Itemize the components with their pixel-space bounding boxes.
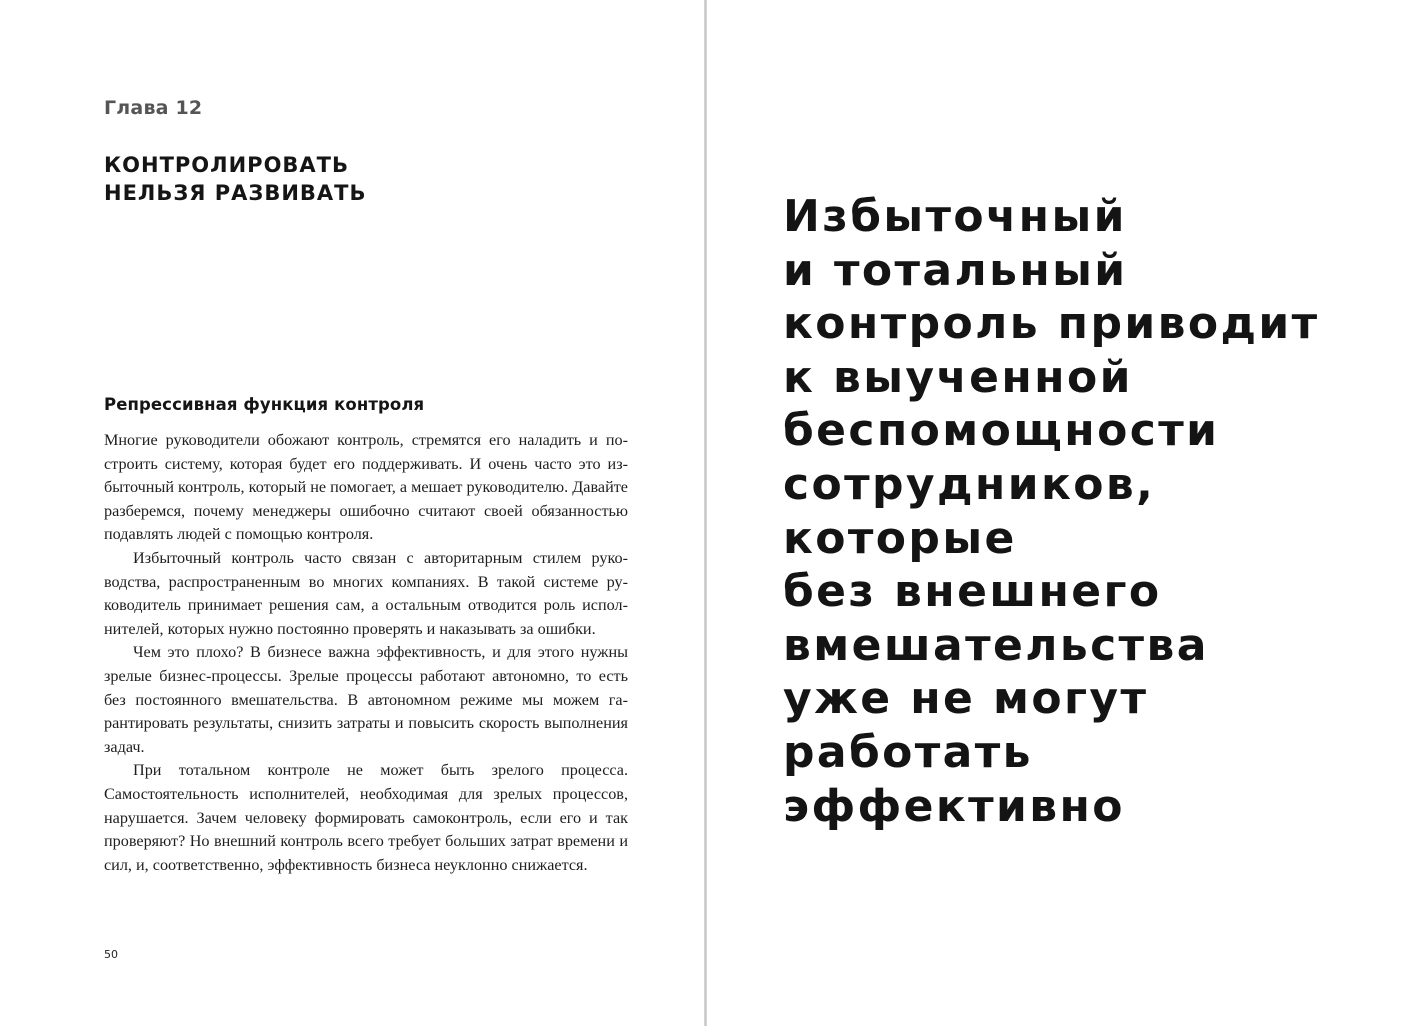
pull-quote-line: уже не могут (783, 673, 1149, 725)
section-heading: Репрессивная функция контроля (104, 395, 425, 414)
paragraph: При тотальном контроле не может быть зрелого процесса. Самостоятельность исполнителей, необходимая для зрелых процессов, нарушается. Зачем человеку формировать самоконтроль, если его и так проверяют? Но внешний контроль всего требует больших затрат времени и сил, и, соответственно, эффективность бизнеса неуклонно снижается. (104, 761, 628, 874)
chapter-title (104, 151, 367, 207)
right-page (707, 0, 1410, 1026)
pull-quote-line: эффективно (783, 780, 1125, 832)
pull-quote-line: которые (783, 512, 1017, 564)
chapter-label: Глава 12 (104, 97, 203, 119)
pull-quote (783, 190, 1320, 833)
chapter-title-line: НЕЛЬЗЯ РАЗВИВАТЬ (104, 181, 367, 205)
pull-quote-line: к выученной (783, 351, 1133, 403)
body-text (104, 429, 628, 877)
paragraph: Многие руководители обожают контроль, стремятся его наладить и построить систему, которая будет его поддерживать. И очень часто это избыточный контроль, который не помогает, а мешает руководителю. Давайте разберемся, почему менеджеры ошибочно считают своей обязанностью подавлять людей с помощью контроля. (104, 431, 628, 544)
pull-quote-line: Избыточный (783, 191, 1127, 242)
pull-quote-line: беспомощности (783, 405, 1220, 457)
page-number: 50 (104, 948, 118, 961)
paragraph: Избыточный контроль часто связан с авторитарным стилем руководства, распространенным во многих компаниях. В такой системе руководитель принимает решения сам, а остальным отводится роль исполнителей, которых нужно постоянно проверять и наказывать за ошибки. (104, 548, 628, 638)
pull-quote-line: контроль приводит (783, 298, 1320, 350)
pull-quote-line: без внешнего (783, 566, 1162, 618)
chapter-title-line: КОНТРОЛИРОВАТЬ (104, 153, 350, 177)
pull-quote-line: вмешательства (783, 619, 1209, 671)
pull-quote-line: и тотальный (783, 244, 1128, 296)
pull-quote-line: сотрудников, (783, 458, 1156, 510)
left-page (0, 0, 704, 1026)
pull-quote-line: работать (783, 726, 1033, 778)
paragraph: Чем это плохо? В бизнесе важна эффективность, и для этого нужны зрелые бизнес-процессы. Зрелые процессы работают автономно, то есть без постоянного вмешательства. В автономном режиме мы можем гарантировать результаты, снизить затраты и повысить скорость выполнения задач. (104, 643, 628, 756)
